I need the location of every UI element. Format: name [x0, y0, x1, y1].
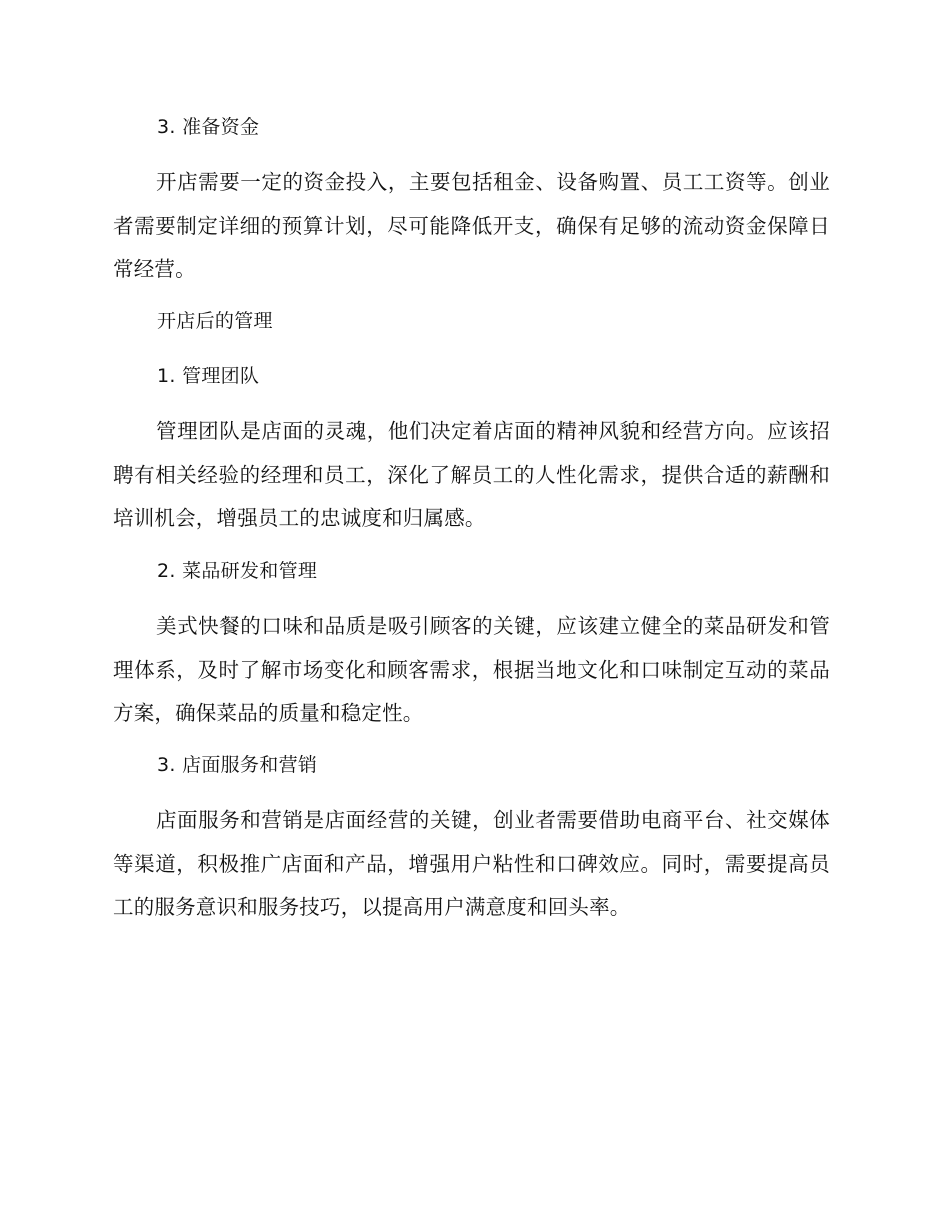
paragraph-prepare-funds: 开店需要一定的资金投入，主要包括租金、设备购置、员工工资等。创业者需要制定详细的预算计划，尽可能降低开支，确保有足够的流动资金保障日常经营。: [113, 170, 830, 281]
paragraph-service-marketing: 店面服务和营销是店面经营的关键，创业者需要借助电商平台、社交媒体等渠道，积极推广店面和产品，增强用户粘性和口碑效应。同时，需要提高员工的服务意识和服务技巧，以提高用户满意度和回头率。: [113, 808, 830, 919]
paragraph-management-team: 管理团队是店面的灵魂，他们决定着店面的精神风貌和经营方向。应该招聘有相关经验的经理和员工，深化了解员工的人性化需求，提供合适的薪酬和培训机会，增强员工的忠诚度和归属感。: [113, 419, 830, 530]
section-heading-management-team: 1. 管理团队: [157, 365, 260, 387]
section-heading-post-opening-management: 开店后的管理: [157, 310, 273, 332]
paragraph-menu-development: 美式快餐的口味和品质是吸引顾客的关键，应该建立健全的菜品研发和管理体系，及时了解市场变化和顾客需求，根据当地文化和口味制定互动的菜品方案，确保菜品的质量和稳定性。: [113, 614, 830, 725]
section-heading-prepare-funds: 3. 准备资金: [157, 116, 260, 138]
section-heading-service-marketing: 3. 店面服务和营销: [157, 754, 318, 776]
section-heading-menu-development: 2. 菜品研发和管理: [157, 560, 318, 582]
